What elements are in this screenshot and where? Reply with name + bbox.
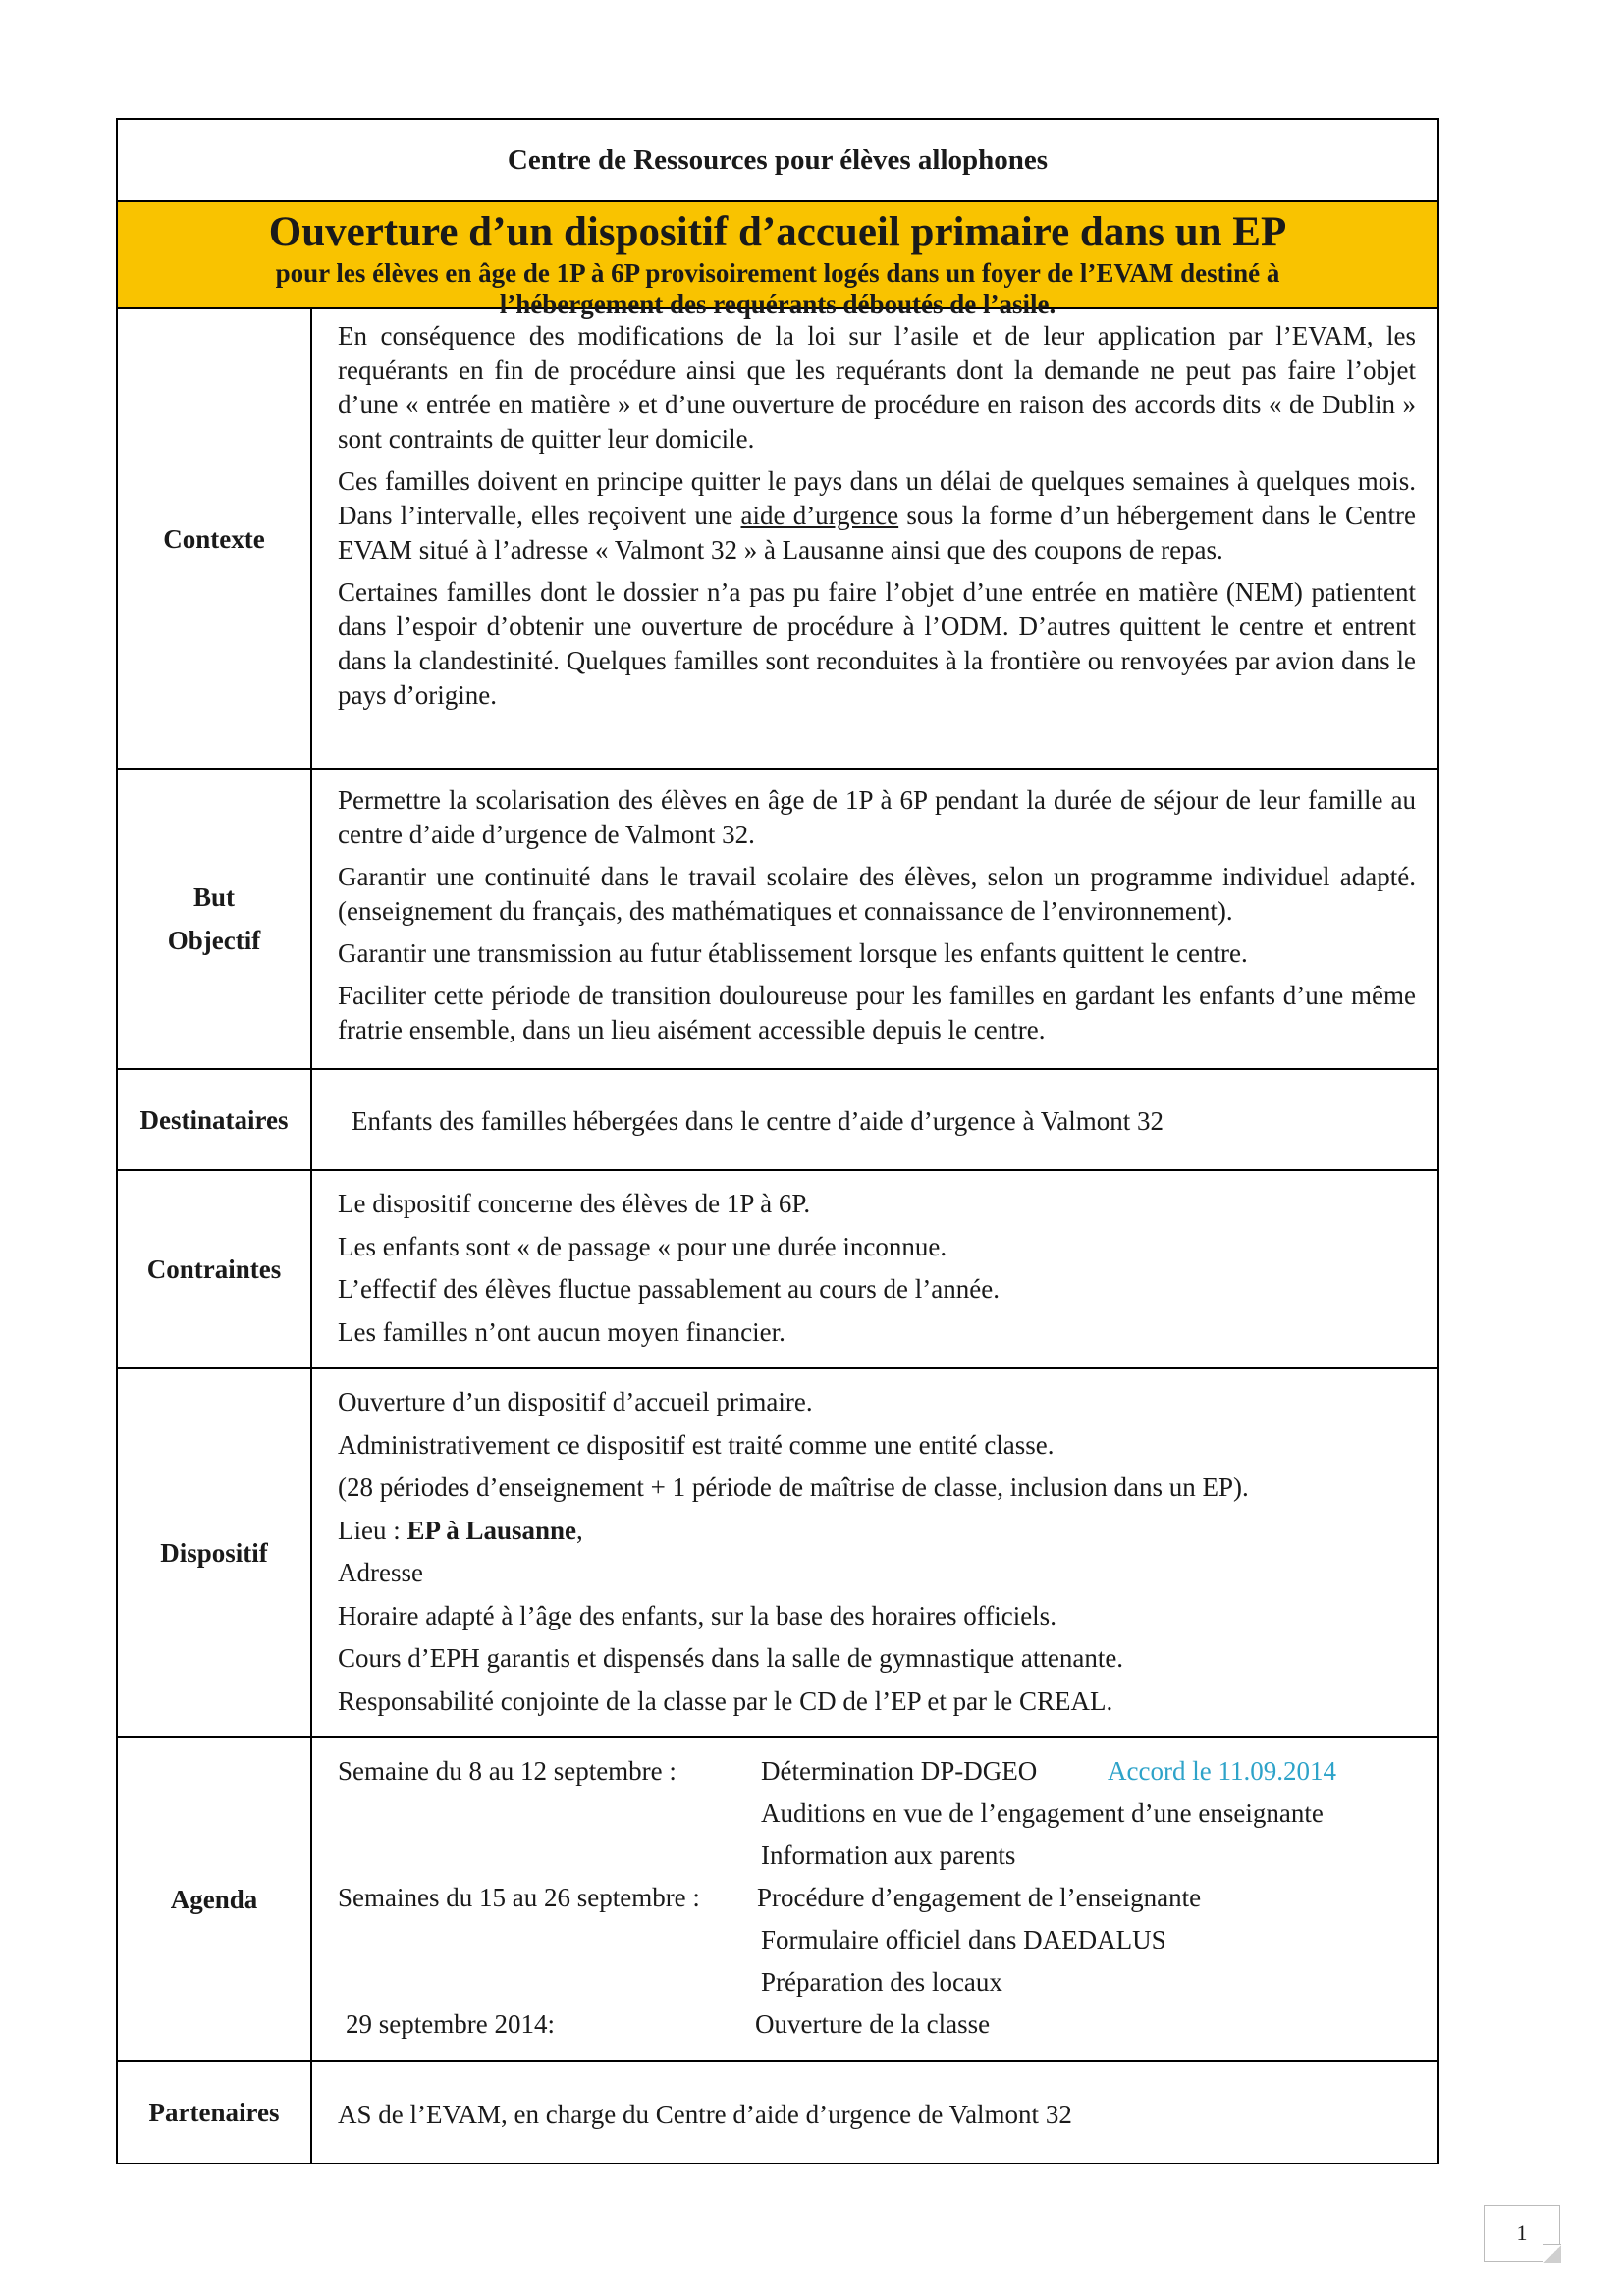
label-contexte: Contexte: [118, 309, 312, 768]
dispositif-line: Ouverture d’un dispositif d’accueil primaire.: [338, 1387, 813, 1416]
label-partenaires: Partenaires: [118, 2062, 312, 2163]
row-dispositif: [118, 1369, 1437, 1738]
dispositif-lieu: [338, 1510, 1416, 1553]
contrainte-item: Les enfants sont « de passage « pour une durée inconnue.: [338, 1231, 947, 1261]
label-contraintes: Contraintes: [118, 1171, 312, 1367]
contrainte-item: Le dispositif concerne des élèves de 1P à 6P.: [338, 1189, 811, 1218]
contexte-paragraph-2: [338, 464, 1416, 567]
but-paragraph-3: Garantir une transmission au futur établissement lorsque les enfants quittent le centre.: [338, 938, 1248, 968]
content-dispositif: [312, 1369, 1437, 1736]
document-title: Ouverture d’un dispositif d’accueil primaire dans un EP: [268, 209, 1287, 255]
dispositif-line: (28 périodes d’enseignement + 1 période de maîtrise de classe, inclusion dans un EP).: [338, 1472, 1249, 1502]
dispositif-line: Responsabilité conjointe de la classe par le CD de l’EP et par le CREAL.: [338, 1685, 1113, 1716]
document-subtitle-line2: l’hébergement des requérants déboutés de l’asile.: [499, 290, 1056, 319]
agenda-week1-item: Détermination DP-DGEO: [761, 1756, 1038, 1786]
agenda-week2: Semaines du 15 au 26 septembre :: [338, 1883, 700, 1912]
document-subtitle-line1: pour les élèves en âge de 1P à 6P provisoirement logés dans un foyer de l’EVAM destiné à: [275, 258, 1280, 288]
aide-urgence-underlined: aide d’urgence: [740, 501, 899, 530]
label-objectif: Objectif: [167, 926, 261, 955]
row-destinataires: [118, 1070, 1437, 1171]
agenda-date3-item: Ouverture de la classe: [755, 2009, 991, 2039]
row-partenaires: [118, 2062, 1437, 2163]
content-but-objectif: [312, 770, 1437, 1068]
contexte-paragraph-1: En conséquence des modifications de la loi sur l’asile et de leur application par l’EVAM, les requérants en fin de procédure ainsi que les requérants dont la demande ne peut pas faire l’objet d’une « entrée en matière » et d’une ouverture de procédure en raison des accords dits « de Dublin » sont contraints de quitter leur domicile.: [338, 321, 1416, 454]
but-paragraph-2: Garantir une continuité dans le travail scolaire des élèves, selon un programme individuel adapté. (enseignement du français, des mathématiques et connaissance de l’environnement).: [338, 862, 1416, 926]
document-table: [116, 118, 1439, 2164]
content-partenaires: AS de l’EVAM, en charge du Centre d’aide d’urgence de Valmont 32: [338, 2099, 1072, 2129]
but-paragraph-1: Permettre la scolarisation des élèves en âge de 1P à 6P pendant la durée de séjour de leur famille au centre d’aide d’urgence de Valmont 32.: [338, 785, 1416, 849]
dispositif-line: Cours d’EPH garantis et dispensés dans la salle de gymnastique attenante.: [338, 1643, 1124, 1673]
agenda-week1: Semaine du 8 au 12 septembre :: [338, 1756, 677, 1786]
page-number-box: [1484, 2205, 1560, 2262]
label-dispositif: Dispositif: [118, 1369, 312, 1736]
dispositif-line: Administrativement ce dispositif est traité comme une entité classe.: [338, 1429, 1055, 1460]
content-contraintes: [312, 1171, 1437, 1367]
contrainte-item: L’effectif des élèves fluctue passablement au cours de l’année.: [338, 1274, 1000, 1304]
agenda-week2-item: Procédure d’engagement de l’enseignante: [757, 1883, 1202, 1912]
agenda-accord: Accord le 11.09.2014: [1108, 1756, 1336, 1786]
dispositif-line: Adresse: [338, 1558, 423, 1587]
label-but-objectif: [118, 770, 312, 1068]
organization-header: Centre de Ressources pour élèves allophones: [118, 120, 1437, 202]
page-corner-fold-icon: [1543, 2244, 1561, 2263]
row-contexte: [118, 309, 1437, 770]
contexte-p2-text-after: sous la forme d’un hébergement dans le Centre EVAM situé à l’adresse « Valmont 32 » à Lausanne ainsi que des coupons de repas.: [338, 501, 1416, 564]
contexte-paragraph-3: Certaines familles dont le dossier n’a pas pu faire l’objet d’une entrée en matière (NEM) patientent dans l’espoir d’obtenir une ouverture de procédure à l’ODM. D’autres quittent le centre et entrent dans la clandestinité. Quelques familles sont reconduites à la frontière ou renvoyées par avion dans le pays d’origine.: [338, 577, 1416, 710]
label-destinataires: Destinataires: [118, 1070, 312, 1169]
agenda-week1-item: Information aux parents: [761, 1841, 1016, 1870]
dispositif-line: Horaire adapté à l’âge des enfants, sur la base des horaires officiels.: [338, 1600, 1056, 1630]
agenda-week2-item: Préparation des locaux: [761, 1967, 1002, 1997]
row-contraintes: [118, 1171, 1437, 1369]
row-agenda: [118, 1738, 1437, 2062]
contexte-p2-text-before: Ces familles doivent en principe quitter le pays dans un délai de quelques semaines à quelques mois. Dans l’intervalle, elles reçoivent une: [338, 466, 1416, 530]
page-number: 1: [1516, 2220, 1528, 2245]
lieu-suffix: ,: [576, 1515, 583, 1545]
agenda-date3: 29 septembre 2014:: [346, 2009, 555, 2039]
lieu-prefix: Lieu :: [338, 1515, 407, 1545]
but-paragraph-4: Faciliter cette période de transition douloureuse pour les familles en gardant les enfants d’une même fratrie ensemble, dans un lieu aisément accessible depuis le centre.: [338, 981, 1416, 1044]
content-destinataires: Enfants des familles hébergées dans le centre d’aide d’urgence à Valmont 32: [352, 1106, 1164, 1136]
label-agenda: Agenda: [118, 1738, 312, 2060]
agenda-week2-item: Formulaire officiel dans DAEDALUS: [761, 1925, 1166, 1954]
lieu-bold: EP à Lausanne: [406, 1515, 577, 1545]
content-agenda: [312, 1738, 1437, 2060]
contrainte-item: Les familles n’ont aucun moyen financier.: [338, 1316, 785, 1347]
title-banner: [118, 202, 1437, 319]
row-but-objectif: [118, 770, 1437, 1070]
agenda-week1-item: Auditions en vue de l’engagement d’une enseignante: [761, 1798, 1324, 1828]
label-but: But: [192, 882, 236, 912]
content-contexte: [312, 309, 1437, 768]
